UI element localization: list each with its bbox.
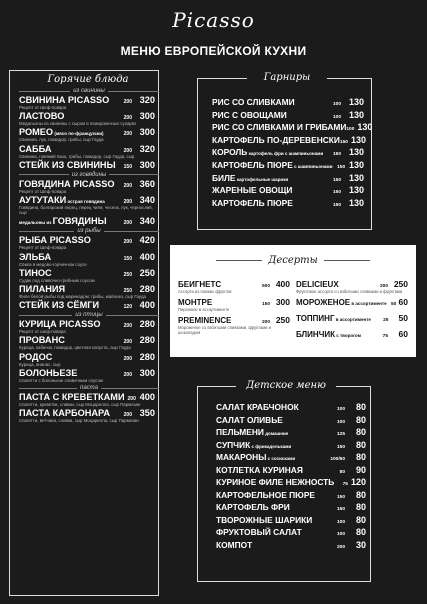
item-price: 80 (355, 452, 366, 462)
menu-item (216, 415, 366, 428)
item-weight: 200 (123, 220, 132, 227)
item-weight: 200 (123, 182, 132, 189)
item-name: РОДОС (19, 351, 53, 362)
menu-item (178, 279, 290, 289)
spacer (296, 339, 408, 342)
item-description: Рецепт от Шеф-повара (19, 245, 67, 251)
menu-item (216, 540, 366, 553)
menu-item (212, 198, 364, 211)
menu-item (19, 368, 155, 378)
item-weight: 150 (332, 177, 341, 183)
menu-item (19, 195, 155, 205)
menu-item (296, 329, 408, 339)
item-weight: 250 (123, 288, 132, 295)
item-weight: 100 (336, 407, 345, 412)
item-name: СУПЧИК с фрикадельками (216, 439, 292, 450)
item-price: 80 (355, 439, 366, 450)
item-price: 340 (139, 195, 155, 206)
item-weight: 120 (123, 304, 132, 311)
item-description: Фруктовое ассорти со взбитыми сливками и фруктами (296, 289, 403, 294)
menu-item (19, 111, 155, 121)
item-price: 280 (139, 351, 155, 362)
garnish-list (212, 97, 373, 210)
item-name: медальоны из ГОВЯДИНЫ (19, 216, 107, 227)
item-name: ПЕЛЬМЕНИ домашние (216, 427, 289, 437)
item-name: РИС С ОВОЩАМИ (212, 109, 287, 120)
item-weight: 100 (332, 102, 341, 107)
menu-item (216, 402, 366, 415)
item-weight: 100 (336, 532, 345, 537)
item-weight: 150 (261, 302, 270, 307)
item-weight: 100 (346, 127, 355, 133)
item-weight: 125 (336, 432, 345, 437)
item-weight: 200 (261, 320, 270, 325)
item-price: 300 (139, 127, 155, 138)
item-name: АУТУТАКИ острая говядина (19, 195, 105, 206)
item-weight: 150 (123, 255, 132, 262)
item-description: Пирожное в ассортименте (178, 307, 230, 312)
item-price: 80 (355, 427, 366, 437)
item-name: КАРТОФЕЛЬ ПЮРЕ с шампиньонами (212, 159, 333, 170)
item-weight: 50 (390, 302, 397, 307)
item-price: 130 (350, 134, 366, 145)
menu-item (212, 147, 364, 160)
item-price: 400 (139, 300, 155, 311)
menu-item (216, 490, 366, 503)
item-description: Свинина, лук, помидор, грибы, сыр Гауда (19, 137, 104, 143)
menu-item (216, 477, 366, 490)
item-weight: 150 (339, 139, 348, 145)
menu-item (212, 110, 364, 123)
menu-item (212, 122, 373, 135)
menu-item (19, 352, 155, 362)
item-price: 300 (139, 111, 155, 122)
item-price: 80 (355, 414, 366, 425)
item-weight: 500 (261, 284, 270, 289)
menu-item (296, 297, 408, 307)
group-label: из говядины (19, 172, 159, 178)
item-weight: 200 (123, 99, 132, 105)
item-name: КАРТОФЕЛЬ ФРИ (216, 502, 290, 512)
item-name: РОМЕО (мясо по-французски) (19, 127, 104, 138)
item-price: 130 (357, 122, 373, 133)
item-description: Спагетти с болоньезе сливочным соусом (19, 377, 103, 383)
item-weight: 200 (123, 131, 132, 138)
item-weight: 200 (123, 371, 132, 378)
item-price: 80 (355, 514, 366, 525)
menu-item (19, 284, 155, 294)
item-price: 280 (139, 335, 155, 346)
item-name: ТВОРОЖНЫЕ ШАРИКИ (216, 514, 313, 525)
item-name: ФРУКТОВЫЙ САЛАТ (216, 527, 302, 537)
item-price: 350 (139, 408, 155, 419)
menu-item (296, 313, 408, 323)
item-note: в ассортименте (350, 301, 387, 306)
item-weight: 200 (123, 239, 132, 246)
menu-item (212, 173, 364, 186)
item-weight: 150 (332, 190, 341, 196)
item-price: 250 (139, 267, 155, 278)
hot-dishes-list (19, 78, 159, 424)
group-label: из птицы (19, 312, 159, 318)
item-note: в ассортименте (334, 317, 371, 322)
spacer (296, 307, 408, 310)
item-description: Медальоны из свинины с сыром в панировочных сухарях (19, 121, 137, 127)
item-weight: 150 (336, 507, 345, 512)
item-note: домашние (263, 431, 289, 436)
item-weight: 200 (123, 339, 132, 346)
item-description: Спагетти, ветчина, сливки, сыр Моцарелла, сыр Пармезан (19, 418, 139, 424)
item-weight: 100 (336, 519, 345, 525)
item-name: МОРОЖЕНОЕ в ассортименте (296, 298, 387, 307)
garnish-heading: Гарниры (247, 72, 327, 83)
item-price: 130 (348, 172, 364, 183)
menu-item (296, 279, 408, 289)
item-price: 400 (139, 251, 155, 262)
item-price: 60 (398, 297, 408, 307)
item-price: 120 (350, 477, 366, 487)
item-price: 320 (139, 95, 155, 105)
item-name: КАРТОФЕЛЬ ПЮРЕ (212, 197, 293, 208)
item-name: ЭЛЬБА (19, 251, 52, 262)
menu-item (212, 135, 364, 148)
item-note: (мясо по-французски) (53, 131, 104, 137)
item-description: Рецепт от Шеф-повара (19, 105, 67, 110)
item-weight: 200 (123, 199, 132, 206)
kids-menu-list (216, 402, 366, 552)
item-price: 300 (139, 367, 155, 378)
page-title: МЕНЮ ЕВРОПЕЙСКОЙ КУХНИ (120, 44, 307, 58)
item-weight: 150 (123, 163, 132, 170)
item-price: 130 (348, 147, 364, 158)
menu-item (212, 185, 364, 198)
desserts-right-list (296, 279, 408, 345)
item-name: МОНТРЕ (178, 298, 213, 307)
item-weight: 150 (337, 164, 346, 170)
item-name: БЕИГНЕТС (178, 280, 222, 289)
item-price: 300 (139, 159, 155, 170)
item-description: Курица, кабачок, помидор, цветная капуста, сыр Гауда (19, 345, 131, 351)
item-description: Свинина, говяжий язык, грибы, помидор, сыр Гауда, сыр (19, 153, 135, 159)
item-price: 400 (139, 392, 155, 403)
brand-logo: Picasso (172, 8, 255, 32)
item-name: ПАСТА С КРЕВЕТКАМИ (19, 392, 125, 403)
item-name: СТЕЙК ИЗ СЁМГИ (19, 300, 100, 311)
item-price: 90 (355, 464, 366, 475)
item-description: Курица, ананас, сыр (19, 361, 61, 367)
menu-item (19, 216, 155, 226)
item-name: КОРОЛЬ картофель фри с шампиньонами (212, 147, 324, 158)
item-name: СТЕЙК ИЗ СВИНИНЫ (19, 159, 116, 170)
item-name: КОТЛЕТКА КУРИНАЯ (216, 464, 303, 475)
item-name: МАКАРОНЫ с сосисками (216, 452, 296, 462)
group-label: из свинины (19, 88, 159, 94)
menu-item (19, 95, 155, 105)
item-price: 80 (355, 527, 366, 537)
item-weight: 100/50 (330, 457, 345, 462)
item-name: ГОВЯДИНА PICASSO (19, 178, 115, 189)
menu-item (19, 319, 155, 329)
menu-item (19, 160, 155, 170)
item-weight: 200 (123, 412, 132, 419)
desserts-left-list (178, 279, 290, 338)
item-name: РИС СО СЛИВКАМИ (212, 97, 295, 107)
menu-item (216, 527, 366, 540)
item-name: ТОППИНГ в ассортименте (296, 314, 371, 323)
item-weight: 150 (336, 494, 345, 500)
menu-item (216, 440, 366, 453)
item-name: РЫБА PICASSO (19, 235, 91, 246)
kids-menu-heading: Детское меню (236, 380, 336, 391)
item-description: Говядина, болгарский перец, перец чили, чеснок, лук, чернослив, сыр (19, 205, 153, 216)
item-name: КАРТОФЕЛЬ ПО-ДЕРЕВЕНСКИ (212, 134, 340, 145)
item-price: 130 (348, 109, 364, 120)
item-note: картофельные шарики (235, 176, 289, 182)
menu-item (212, 160, 364, 173)
menu-item (178, 315, 290, 325)
item-name: КУРИНОЕ ФИЛЕ НЕЖНОСТЬ (216, 477, 335, 487)
item-price: 80 (355, 502, 366, 512)
item-description: Ассорти из свежих фруктов (178, 289, 232, 294)
menu-item (19, 335, 155, 345)
item-weight: 150 (332, 152, 341, 158)
item-price: 300 (275, 297, 290, 307)
group-label: из рыбы (19, 228, 159, 234)
item-price: 420 (139, 235, 155, 246)
item-name: САББА (19, 143, 52, 154)
menu-item (19, 144, 155, 154)
item-price: 130 (348, 185, 364, 196)
menu-item (19, 127, 155, 137)
item-weight: 150 (332, 202, 341, 208)
item-name: PREMINENCE (178, 316, 232, 325)
item-price: 30 (355, 539, 366, 550)
item-price: 320 (139, 143, 155, 154)
item-price: 130 (348, 97, 364, 107)
item-name: БЛИНЧИК с творогом (296, 330, 361, 339)
item-price: 50 (398, 313, 408, 323)
item-weight: 200 (336, 544, 345, 550)
item-name: ЖАРЕНЫЕ ОВОЩИ (212, 185, 293, 196)
menu-item (19, 235, 155, 245)
hot-dishes-heading: Горячие блюда (28, 74, 148, 85)
item-price: 400 (275, 279, 290, 289)
menu-item (216, 452, 366, 465)
item-name: САЛАТ КРАБЧОНОК (216, 402, 299, 412)
item-name: СВИНИНА PICASSO (19, 95, 110, 105)
item-price: 130 (348, 159, 364, 170)
item-price: 250 (275, 315, 290, 325)
item-weight: 200 (379, 284, 388, 289)
item-description: Спагетти, креветки, сливки, сыр Моцарелла, сыр Пармезан (19, 402, 141, 408)
item-note: картофель фри с шампиньонами (247, 151, 324, 157)
item-name: ТИНОС (19, 267, 52, 278)
menu-item (19, 179, 155, 189)
item-weight: 80 (339, 469, 345, 475)
spacer (296, 323, 408, 326)
item-name: САЛАТ ОЛИВЬЕ (216, 414, 283, 425)
item-price: 340 (139, 216, 155, 227)
desserts-panel (170, 245, 416, 357)
menu-item (19, 408, 155, 418)
item-note: с фрикадельками (250, 443, 292, 449)
item-name: ПРОВАНС (19, 335, 65, 346)
item-weight: 75 (382, 334, 388, 339)
item-description: Рецепт от шеф-повара (19, 329, 66, 335)
item-weight: 200 (123, 323, 132, 330)
menu-item (216, 465, 366, 478)
menu-item (216, 515, 366, 528)
item-weight: 100 (336, 419, 345, 425)
item-name: РИС СО СЛИВКАМИ И ГРИБАМИ (212, 122, 347, 133)
item-description: Судак под сливочно-грибным соусом (19, 277, 95, 283)
item-description: Рецепт от Шеф-повара (19, 188, 67, 194)
item-description: Сёмга в медово-горчичном соусе (19, 261, 87, 267)
item-weight: 150 (336, 444, 345, 450)
item-name: КОМПОТ (216, 539, 253, 550)
item-name: ПИЛАНИЯ (19, 284, 66, 295)
item-name: DELICIEUX (296, 280, 339, 289)
item-weight: 200 (123, 147, 132, 154)
item-price: 130 (348, 197, 364, 208)
menu-item (216, 427, 366, 440)
item-description: Филе белой рыбы под маринадом: грибы, майонез, сыр Гауда (19, 294, 146, 300)
menu-item (19, 268, 155, 278)
item-name: БИЛЕ картофельные шарики (212, 172, 289, 183)
item-note: с шампиньонами (292, 163, 333, 169)
item-weight: 25 (383, 318, 389, 323)
item-weight: 200 (127, 396, 136, 403)
menu-item (178, 297, 290, 307)
item-name: ПАСТА КАРБОНАРА (19, 408, 110, 419)
item-note: острая говядина (66, 199, 105, 205)
desserts-heading: Десерты (170, 255, 416, 266)
item-name: КАРТОФЕЛЬНОЕ ПЮРЕ (216, 489, 315, 500)
item-name: ЛАСТОВО (19, 111, 65, 122)
menu-item (19, 392, 155, 402)
item-weight: 200 (123, 115, 132, 122)
item-note: медальоны из (19, 220, 53, 226)
menu-item (19, 300, 155, 310)
item-price: 80 (355, 402, 366, 412)
item-price: 60 (398, 329, 408, 339)
item-weight: 250 (123, 271, 132, 278)
item-note: с творогом (334, 333, 361, 338)
item-price: 280 (139, 319, 155, 330)
item-name: КУРИЦА PICASSO (19, 319, 101, 330)
menu-item (212, 97, 364, 110)
menu-item (19, 252, 155, 262)
item-description: Мороженое со взбитыми сливками, фруктами и шоколадом (178, 325, 271, 335)
item-price: 250 (393, 279, 408, 289)
item-weight: 75 (342, 482, 348, 487)
item-price: 80 (355, 489, 366, 500)
item-note: с сосисками (266, 456, 296, 461)
menu-item (216, 502, 366, 515)
item-name: БОЛОНЬЕЗЕ (19, 367, 78, 378)
item-weight: 200 (123, 355, 132, 362)
item-price: 280 (139, 284, 155, 295)
item-price: 360 (139, 178, 155, 189)
item-weight: 100 (332, 114, 341, 120)
group-label: паста (19, 385, 159, 391)
